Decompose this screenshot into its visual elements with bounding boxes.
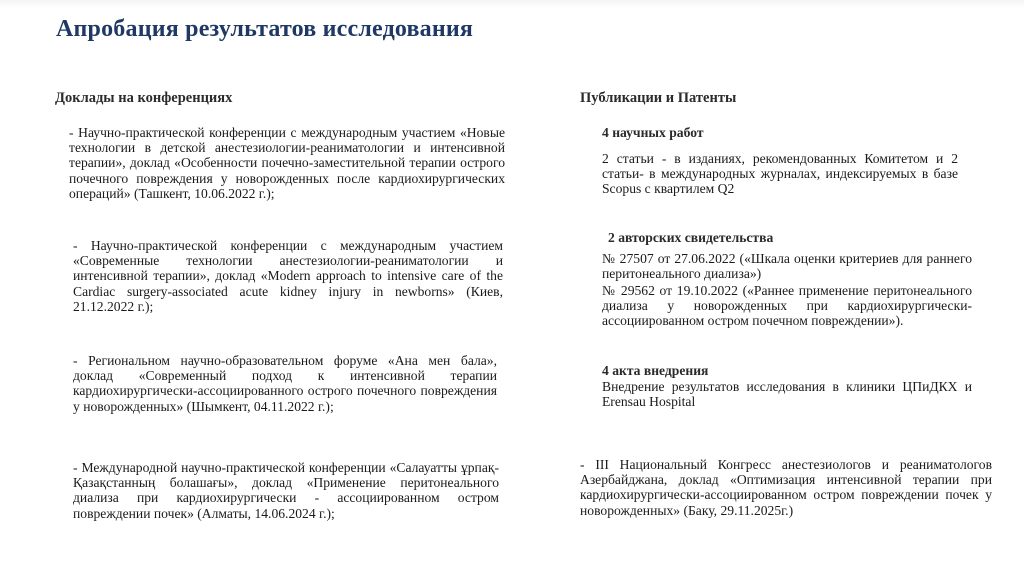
publications-heading: Публикации и Патенты [580, 90, 737, 106]
certificate-2: № 29562 от 19.10.2022 («Раннее применение перитонеального диализа у новорожденных при кардиохирургически-ассоциированном остром почечном повреждении»). [602, 283, 972, 329]
scientific-works-text: 2 статьи - в изданиях, рекомендованных Комитетом и 2 статьи- в международных журналах, индексируемых в базе Scopus с квартилем Q2 [602, 151, 958, 197]
certificate-1: № 27507 от 27.06.2022 («Шкала оценки критериев для раннего перитонеального диализа») [602, 251, 972, 282]
conference-item-4: - Международной научно-практической конференции «Салауатты ұрпақ-Қазақстанның болашағы», доклад «Применение перитонеального диализа при кардиохирургически - ассоциированном остром повреждении почек» (Алматы, 14.06.2024 г.); [73, 460, 499, 521]
conference-item-3: - Региональном научно-образовательном форуме «Ана мен бала», доклад «Современный подход к интенсивной терапии кардиохирургически-ассоциированного острого почечного повреждения у новорожденных» (Шымкент, 04.11.2022 г.); [73, 353, 497, 414]
implementation-acts-text: Внедрение результатов исследования в клиники ЦПиДКХ и Erensau Hospital [602, 379, 972, 410]
conference-item-2: - Научно-практической конференции с международным участием «Современные технологии анестезиологии-реаниматологии и интенсивной терапии», доклад «Modern approach to intensive care of the Cardiac surgery-associated acute kidney injury in newborns» (Киев, 21.12.2022 г.); [73, 238, 503, 314]
certificates-heading: 2 авторских свидетельства [608, 230, 774, 245]
scientific-works-heading: 4 научных работ [602, 125, 704, 140]
page-title: Апробация результатов исследования [56, 16, 474, 42]
conference-reports-heading: Доклады на конференциях [55, 90, 233, 106]
congress-item: - III Национальный Конгресс анестезиологов и реаниматологов Азербайджана, доклад «Оптимизация интенсивной терапии при кардиохирургически-ассоциированном остром повреждении почек у новорожденных» (Баку, 29.11.2025г.) [580, 457, 992, 518]
conference-item-1: - Научно-практической конференции с международным участием «Новые технологии в детской анестезиологии-реаниматологии и интенсивной терапии», доклад «Особенности почечно-заместительной терапии острого почечного повреждения у новорожденных после кардиохирургических операций» (Ташкент, 10.06.2022 г.); [69, 125, 505, 201]
top-rule [0, 0, 1024, 8]
implementation-acts-heading: 4 акта внедрения [602, 363, 709, 378]
